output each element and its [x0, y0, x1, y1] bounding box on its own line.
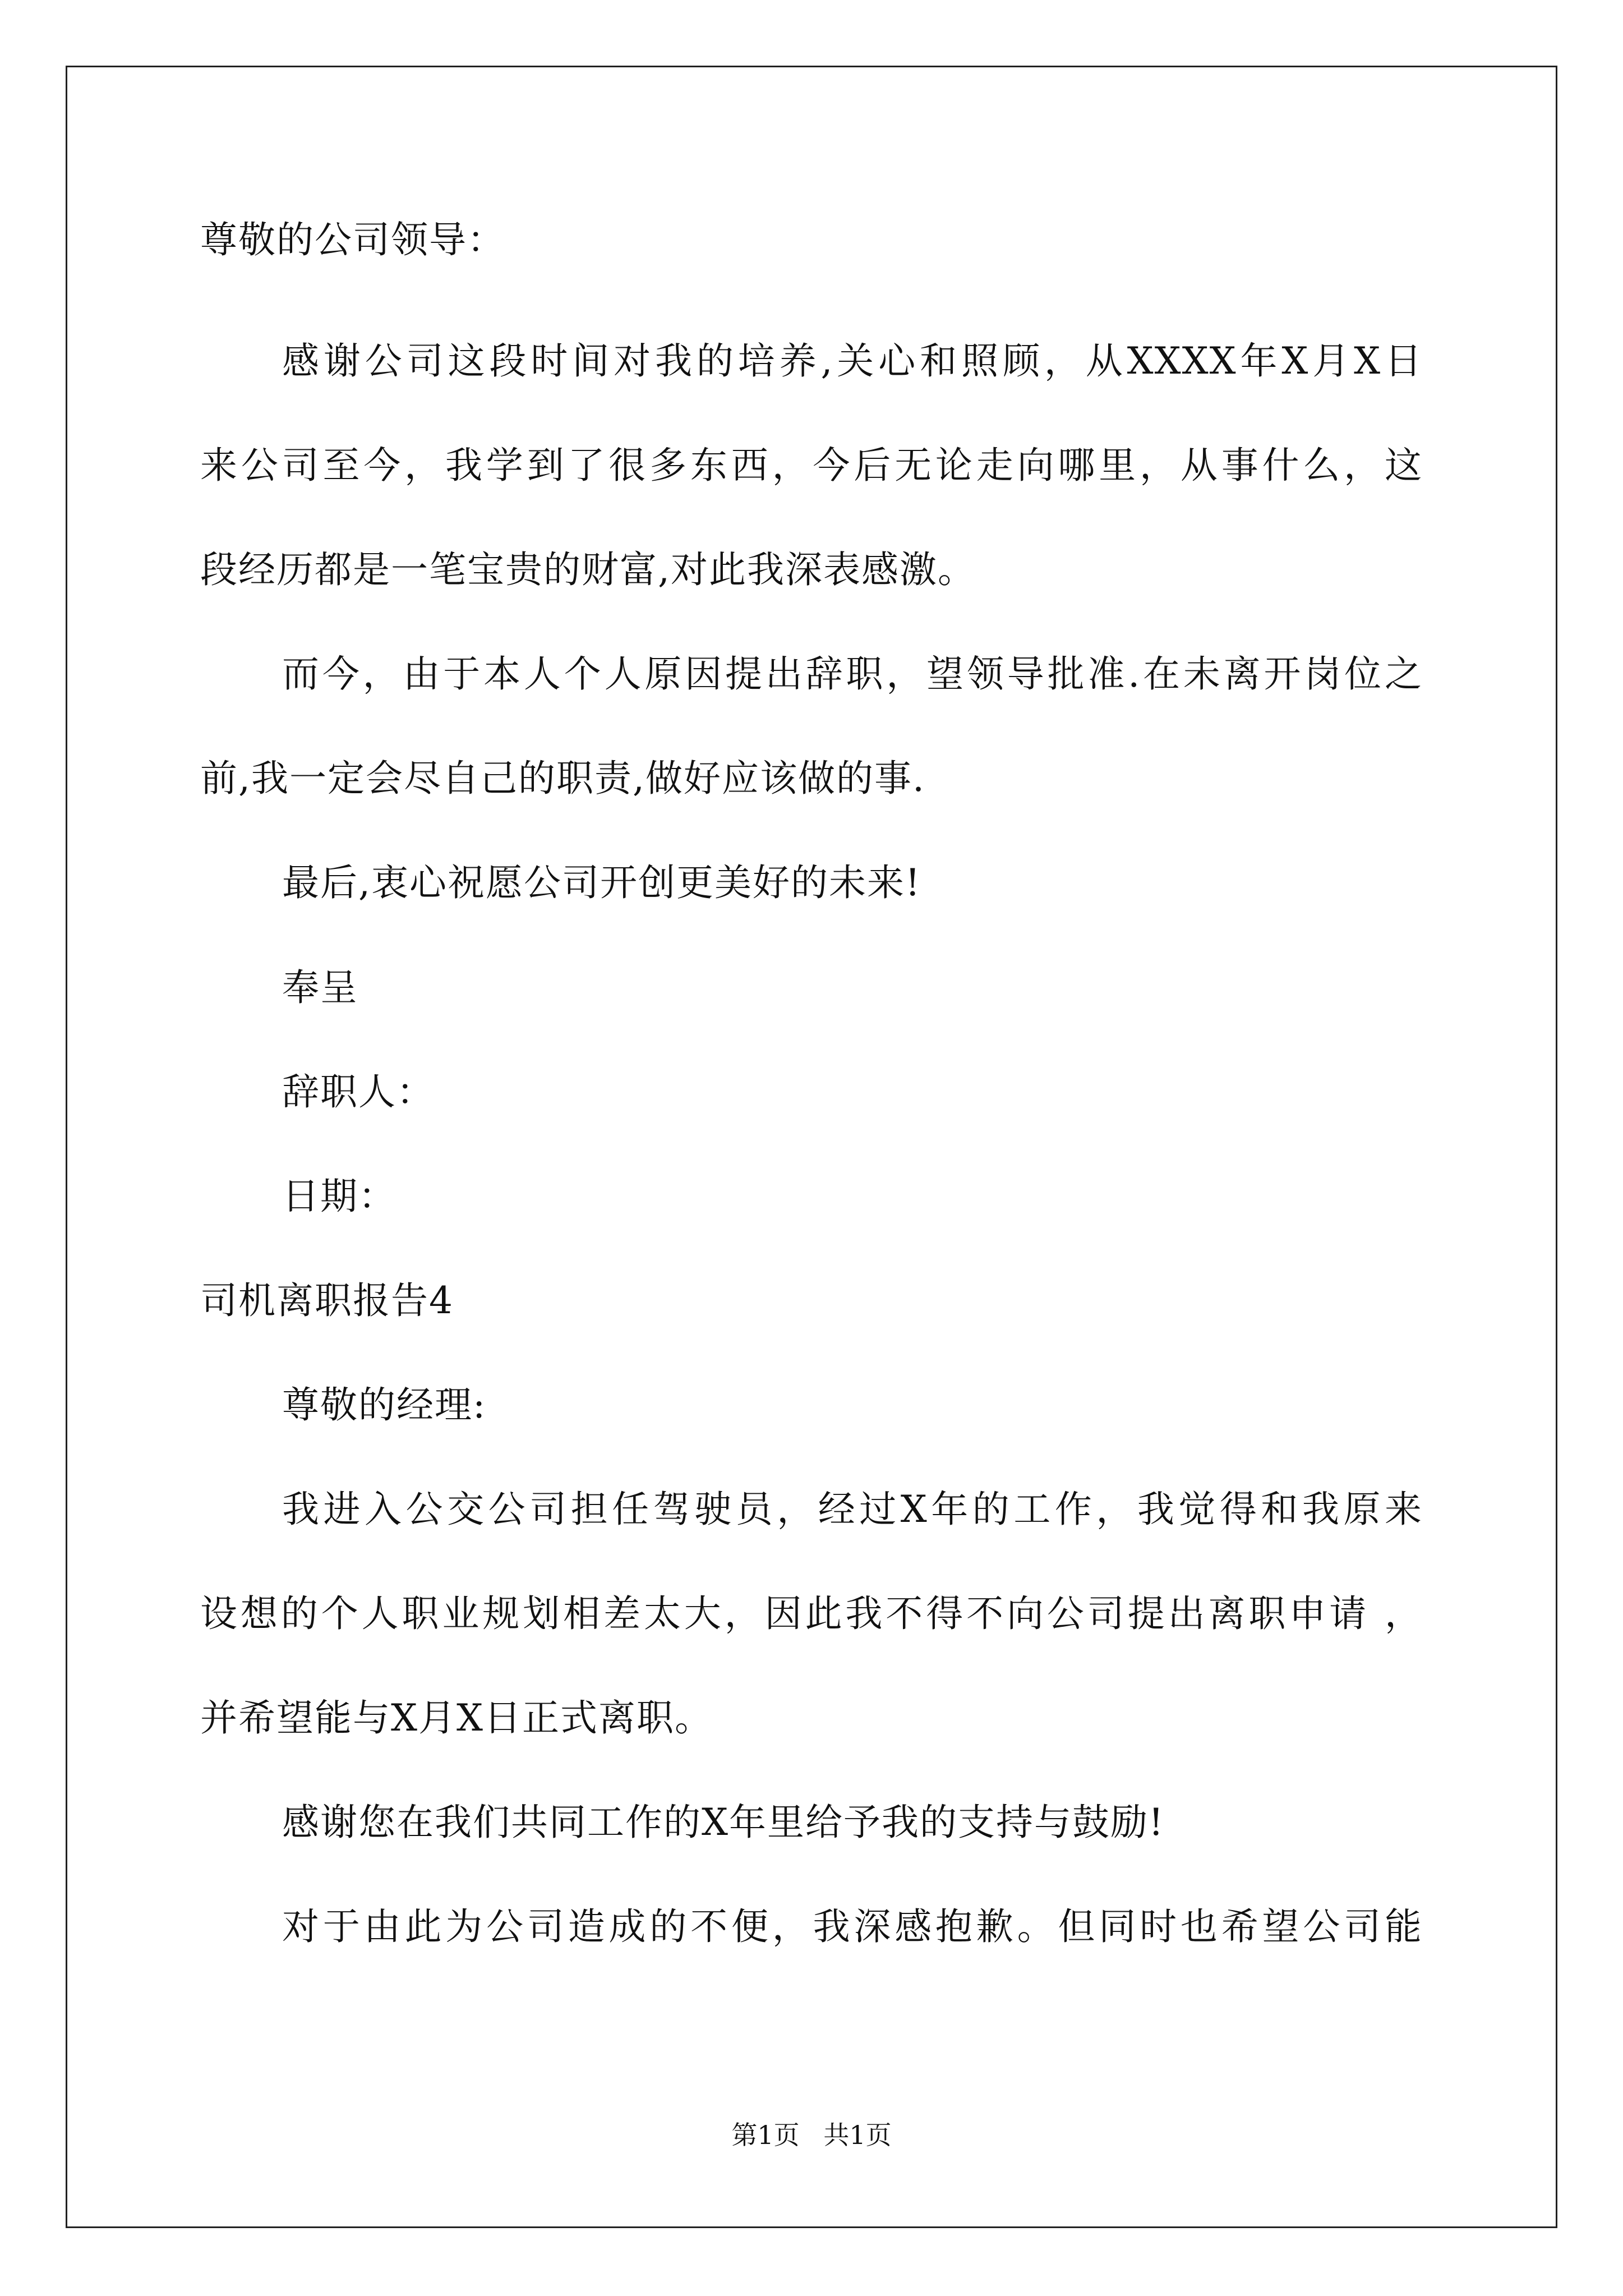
page-number: 第1页: [731, 2120, 800, 2150]
paragraph-line: 并希望能与X月X日正式离职。: [200, 1696, 713, 1740]
paragraph-line: 段经历都是一笔宝贵的财富,对此我深表感激。: [200, 548, 976, 591]
paragraph-line: 我进入公交公司担任驾驶员，经过X年的工作，我觉得和我原来: [282, 1488, 1423, 1531]
page-footer: [0, 2119, 1623, 2151]
closing-phrase: 奉呈: [282, 966, 358, 1009]
paragraph-line: 设想的个人职业规划相差太大，因此我不得不向公司提出离职申请 ，: [200, 1592, 1423, 1635]
paragraph-line: 而今，由于本人个人原因提出辞职，望领导批准.在未离开岗位之: [282, 652, 1423, 696]
paragraph-line: 对于由此为公司造成的不便，我深感抱歉。但同时也希望公司能: [282, 1905, 1423, 1948]
signature-label: 辞职人：: [282, 1070, 435, 1114]
paragraph-line: 感谢您在我们共同工作的X年里给予我的支持与鼓励!: [282, 1801, 1165, 1844]
paragraph-line: 前,我一定会尽自己的职责,做好应该做的事.: [200, 757, 925, 800]
salutation: 尊敬的经理:: [282, 1383, 487, 1427]
closing-wish: 最后,衷心祝愿公司开创更美好的未来!: [282, 861, 921, 904]
paragraph-line: 感谢公司这段时间对我的培养,关心和照顾，从XXXX年X月X日: [282, 339, 1423, 383]
paragraph-line: 来公司至今，我学到了很多东西，今后无论走向哪里，从事什么，这: [200, 444, 1423, 487]
date-label: 日期：: [282, 1175, 396, 1218]
salutation: 尊敬的公司领导：: [200, 218, 505, 261]
page-total: 共1页: [823, 2120, 892, 2150]
section-heading: 司机离职报告4: [200, 1279, 454, 1322]
page-border: [66, 66, 1557, 2228]
